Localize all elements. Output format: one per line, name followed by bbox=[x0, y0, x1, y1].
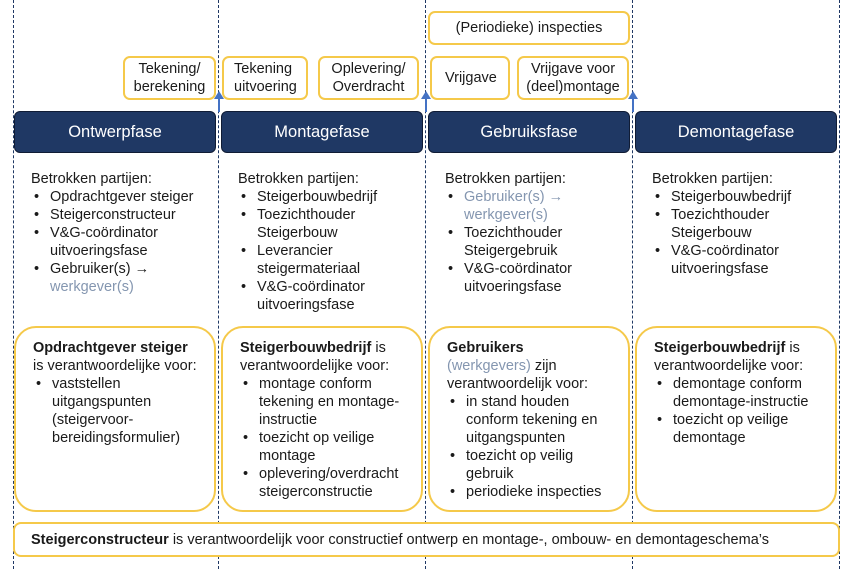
up-arrow-icon bbox=[627, 91, 639, 113]
responsibility-gebruiksfase bbox=[428, 326, 630, 512]
responsible-actor: Steigerbouwbedrijf bbox=[654, 340, 786, 356]
list-item: • toezicht op veilige demontage bbox=[654, 411, 827, 447]
responsible-actor: Steigerconstructeur bbox=[31, 531, 169, 548]
list-item: • periodieke inspecties bbox=[447, 483, 620, 501]
phase-divider-1 bbox=[218, 0, 219, 569]
responsibility-demontagefase bbox=[635, 326, 837, 512]
list-item: • in stand houden conform tekening en uitgangspunten bbox=[447, 393, 620, 447]
phase-divider-2 bbox=[425, 0, 426, 569]
list-item: • Gebruiker(s) → werkgever(s) bbox=[445, 188, 629, 224]
constructor-responsibility-banner bbox=[13, 522, 840, 557]
phase-divider-right bbox=[839, 0, 840, 569]
responsible-actor: Gebruikers bbox=[447, 340, 524, 356]
phase-ontwerpfase: Ontwerpfase bbox=[14, 111, 216, 153]
phase-divider-3 bbox=[632, 0, 633, 569]
list-item: • V&G-coördinator uitvoeringsfase bbox=[238, 278, 422, 314]
list-item: • Steigerconstructeur bbox=[31, 206, 215, 224]
parties-demontagefase bbox=[652, 170, 836, 278]
tag-vrijgave-deelmontage: Vrijgave voor (deel)montage bbox=[517, 56, 629, 100]
list-item: • Toezichthouder Steigergebruik bbox=[445, 224, 629, 260]
responsibility-text: is verantwoordelijke voor: bbox=[654, 340, 804, 374]
parties-heading: Betrokken partijen: bbox=[445, 171, 566, 187]
list-item: • vaststellen uitgangspunten (steigervoor-bereidingsformulier) bbox=[33, 375, 206, 447]
tag-periodieke-inspecties: (Periodieke) inspecties bbox=[428, 11, 630, 45]
parties-heading: Betrokken partijen: bbox=[31, 171, 152, 187]
responsible-actor: Steigerbouwbedrijf bbox=[240, 340, 372, 356]
list-item: • V&G-coördinator uitvoeringsfase bbox=[652, 242, 836, 278]
list-item: • toezicht op veilige montage bbox=[240, 429, 413, 465]
tag-oplevering-overdracht: Oplevering/ Overdracht bbox=[318, 56, 419, 100]
parties-gebruiksfase bbox=[445, 170, 629, 296]
responsibility-montagefase bbox=[221, 326, 423, 512]
list-item: • Toezichthouder Steigerbouw bbox=[238, 206, 422, 242]
responsibility-ontwerpfase bbox=[14, 326, 216, 512]
parties-heading: Betrokken partijen: bbox=[652, 171, 773, 187]
list-item: • Toezichthouder Steigerbouw bbox=[652, 206, 836, 242]
responsibility-text: verantwoordelijk voor: bbox=[447, 376, 589, 392]
parties-montagefase bbox=[238, 170, 422, 314]
list-item: • demontage conform demontage-instructie bbox=[654, 375, 827, 411]
phase-montagefase: Montagefase bbox=[221, 111, 423, 153]
responsibility-text: is verantwoordelijk voor constructief ontwerp en montage-, ombouw- en demontageschema’s bbox=[172, 531, 769, 548]
responsible-actor-note: (werkgevers) bbox=[447, 358, 531, 374]
tag-tekening-uitvoering: Tekening uitvoering bbox=[222, 56, 308, 100]
list-item: • Steigerbouwbedrijf bbox=[238, 188, 422, 206]
list-item: • montage conform tekening en montage-instructie bbox=[240, 375, 413, 429]
list-item: • Gebruiker(s) → werkgever(s) bbox=[31, 260, 215, 296]
list-item: • oplevering/overdracht steigerconstructie bbox=[240, 465, 413, 501]
up-arrow-icon bbox=[213, 91, 225, 113]
responsible-actor: Opdrachtgever steiger bbox=[33, 340, 188, 356]
parties-heading: Betrokken partijen: bbox=[238, 171, 359, 187]
responsibility-text: zijn bbox=[534, 358, 557, 374]
responsibility-text: is verantwoordelijke voor: bbox=[240, 340, 390, 374]
parties-ontwerpfase bbox=[31, 170, 215, 296]
phase-gebruiksfase: Gebruiksfase bbox=[428, 111, 630, 153]
tag-vrijgave: Vrijgave bbox=[430, 56, 510, 100]
list-item: • Opdrachtgever steiger bbox=[31, 188, 215, 206]
up-arrow-icon bbox=[420, 91, 432, 113]
list-item: • V&G-coördinator uitvoeringsfase bbox=[31, 224, 215, 260]
phase-demontagefase: Demontagefase bbox=[635, 111, 837, 153]
list-item: • Steigerbouwbedrijf bbox=[652, 188, 836, 206]
list-item: • V&G-coördinator uitvoeringsfase bbox=[445, 260, 629, 296]
tag-tekening-berekening: Tekening/ berekening bbox=[123, 56, 216, 100]
responsibility-text: is verantwoordelijke voor: bbox=[33, 358, 197, 374]
list-item: • toezicht op veilig gebruik bbox=[447, 447, 620, 483]
list-item: • Leverancier steigermateriaal bbox=[238, 242, 422, 278]
